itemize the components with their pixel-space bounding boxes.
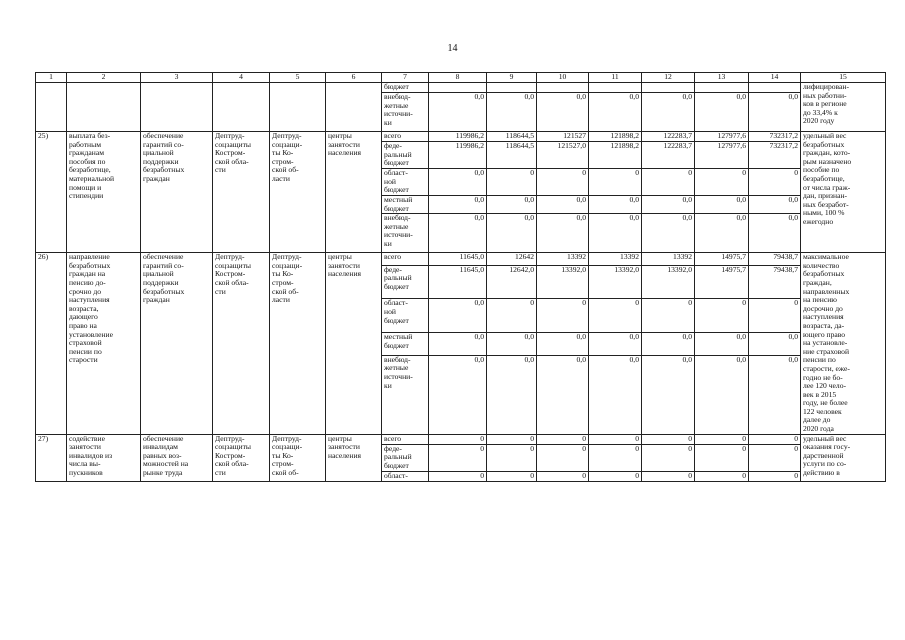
funding-value: 0,0 [429, 169, 487, 196]
column-number: 4 [213, 73, 270, 83]
indicator-text: максимальное количество безработных граждан, направленных на пенсию досрочно до наступления возраста, да- ющего право на установле- ние страховой пенсии по старости, еже- годно не бо- лее 120 чело- век в 2015 году, не более 122 человек далее до 2020 года [801, 253, 886, 434]
funding-value: 0 [749, 471, 801, 481]
funding-source-label: внебюд- жетные источни- ки [382, 93, 429, 132]
responsible-executor: Дептруд- соцзащиты Костром- ской обла- сти [213, 132, 270, 253]
funding-value: 0 [695, 444, 749, 471]
executing-organization: центры занятости населения [326, 132, 382, 253]
funding-value: 0,0 [487, 355, 537, 434]
column-number: 15 [801, 73, 886, 83]
column-number-row [36, 73, 886, 83]
funding-value: 0 [487, 434, 537, 444]
funding-value: 0 [749, 434, 801, 444]
funding-value: 0 [749, 299, 801, 333]
funding-value: 11645,0 [429, 265, 487, 299]
measure-name: содействие занятости инвалидов из числа вы- пускников [67, 434, 141, 481]
funding-value: 0,0 [695, 93, 749, 132]
funding-value: 0,0 [695, 333, 749, 356]
funding-value: 0,0 [642, 214, 695, 253]
column-number: 10 [537, 73, 589, 83]
funding-source-label: местный бюджет [382, 333, 429, 356]
funding-source-label: всего [382, 253, 429, 265]
funding-value: 0,0 [695, 214, 749, 253]
funding-value: 0 [589, 434, 642, 444]
funding-value: 13392 [589, 253, 642, 265]
funding-value: 14975,7 [695, 253, 749, 265]
funding-value: 127977,6 [695, 132, 749, 142]
funding-value: 0 [429, 434, 487, 444]
funding-value: 0,0 [429, 93, 487, 132]
funding-value: 0,0 [749, 333, 801, 356]
funding-value: 127977,6 [695, 142, 749, 169]
funding-value: 121898,2 [589, 142, 642, 169]
funding-value: 0,0 [642, 355, 695, 434]
funding-value: 0,0 [749, 214, 801, 253]
funding-value [487, 83, 537, 93]
funding-value: 0,0 [589, 214, 642, 253]
empty-cell [141, 83, 213, 132]
funding-value: 0 [537, 299, 589, 333]
empty-cell [326, 83, 382, 132]
empty-cell [270, 83, 326, 132]
funding-source-label: феде- ральный бюджет [382, 142, 429, 169]
column-number: 9 [487, 73, 537, 83]
responsible-coordinator: Дептруд- соцзащи- ты Ко- стром- ской об- [270, 434, 326, 481]
funding-value: 79438,7 [749, 253, 801, 265]
funding-value [537, 83, 589, 93]
funding-value: 0,0 [429, 355, 487, 434]
funding-value [749, 83, 801, 93]
funding-value: 0 [642, 434, 695, 444]
funding-value: 121527 [537, 132, 589, 142]
funding-value [589, 83, 642, 93]
funding-source-label: внебюд- жетные источни- ки [382, 355, 429, 434]
funding-value [429, 83, 487, 93]
funding-value: 0,0 [695, 355, 749, 434]
measure-number: 26) [36, 253, 67, 434]
measure-name: направление безработных граждан на пенсию до- срочно до наступления возраста, дающего право на установление страховой пенсии по старости [67, 253, 141, 434]
column-number: 14 [749, 73, 801, 83]
funding-value: 0,0 [537, 93, 589, 132]
funding-value: 0 [642, 169, 695, 196]
page-number: 14 [447, 43, 458, 54]
funding-value: 119986,2 [429, 132, 487, 142]
funding-source-label: всего [382, 434, 429, 444]
funding-value: 0,0 [749, 93, 801, 132]
funding-value [642, 83, 695, 93]
funding-value: 0,0 [487, 93, 537, 132]
funding-value: 0,0 [749, 355, 801, 434]
funding-value: 13392 [642, 253, 695, 265]
funding-source-label: внебюд- жетные источни- ки [382, 214, 429, 253]
funding-value: 118644,5 [487, 142, 537, 169]
funding-value: 0 [537, 444, 589, 471]
program-measures-table [35, 72, 886, 482]
funding-value [695, 83, 749, 93]
funding-value: 0,0 [487, 196, 537, 214]
funding-value: 0 [429, 444, 487, 471]
funding-value: 122283,7 [642, 132, 695, 142]
funding-value: 0 [695, 471, 749, 481]
funding-value: 732317,2 [749, 132, 801, 142]
funding-value: 0,0 [537, 196, 589, 214]
measure-goal: обеспечение инвалидам равных воз- можностей на рынке труда [141, 434, 213, 481]
funding-value: 0 [589, 444, 642, 471]
funding-value: 121898,2 [589, 132, 642, 142]
funding-value: 119986,2 [429, 142, 487, 169]
funding-value: 0,0 [589, 93, 642, 132]
funding-source-label: феде- ральный бюджет [382, 444, 429, 471]
column-number: 6 [326, 73, 382, 83]
funding-value: 0,0 [487, 333, 537, 356]
funding-value: 12642 [487, 253, 537, 265]
funding-value: 0 [487, 299, 537, 333]
empty-cell [67, 83, 141, 132]
funding-value: 0 [642, 471, 695, 481]
funding-value: 0,0 [589, 333, 642, 356]
funding-value: 0,0 [429, 214, 487, 253]
executing-organization: центры занятости населения [326, 434, 382, 481]
responsible-executor: Дептруд- соцзащиты Костром- ской обла- сти [213, 434, 270, 481]
funding-value: 0 [487, 169, 537, 196]
column-number: 13 [695, 73, 749, 83]
column-number: 12 [642, 73, 695, 83]
measure-row [36, 132, 886, 142]
funding-value: 0 [487, 471, 537, 481]
funding-value: 79438,7 [749, 265, 801, 299]
responsible-executor: Дептруд- соцзащиты Костром- ской обла- сти [213, 253, 270, 434]
indicator-text: удельный вес оказания госу- дарственной услуги по со- действию в [801, 434, 886, 481]
funding-source-label: област- ной бюджет [382, 299, 429, 333]
funding-value: 0 [537, 434, 589, 444]
funding-value: 0,0 [429, 299, 487, 333]
funding-value: 0,0 [589, 355, 642, 434]
funding-source-label: всего [382, 132, 429, 142]
executing-organization: центры занятости населения [326, 253, 382, 434]
column-number: 1 [36, 73, 67, 83]
column-number: 7 [382, 73, 429, 83]
funding-value: 0,0 [537, 214, 589, 253]
column-number: 11 [589, 73, 642, 83]
indicator-text: удельный вес безработных граждан, кото- рым назначено пособие по безработице, от числа граж- дан, признан- ных безработ- ными, 100 % ежегодно [801, 132, 886, 253]
column-number: 5 [270, 73, 326, 83]
measure-number: 27) [36, 434, 67, 481]
funding-value: 121527,0 [537, 142, 589, 169]
measure-goal: обеспечение гарантий со- циальной поддержки безработных граждан [141, 132, 213, 253]
funding-value: 0 [642, 444, 695, 471]
funding-source-label: област- ной бюджет [382, 169, 429, 196]
funding-value: 0 [695, 434, 749, 444]
funding-value: 0 [695, 169, 749, 196]
funding-value: 0 [487, 444, 537, 471]
funding-value: 0,0 [537, 355, 589, 434]
funding-value: 13392,0 [537, 265, 589, 299]
funding-source-label: област- [382, 471, 429, 481]
funding-value: 12642,0 [487, 265, 537, 299]
funding-value: 0 [642, 299, 695, 333]
funding-source-label: феде- ральный бюджет [382, 265, 429, 299]
funding-value: 13392,0 [642, 265, 695, 299]
funding-value: 0,0 [589, 196, 642, 214]
funding-value: 0,0 [695, 196, 749, 214]
measure-number: 25) [36, 132, 67, 253]
funding-source-label: бюджет [382, 83, 429, 93]
measure-goal: обеспечение гарантий со- циальной поддержки безработных граждан [141, 253, 213, 434]
funding-value: 0 [749, 169, 801, 196]
responsible-coordinator: Дептруд- соцзащи- ты Ко- стром- ской об- ласти [270, 132, 326, 253]
funding-value: 0 [537, 169, 589, 196]
funding-value: 11645,0 [429, 253, 487, 265]
funding-value: 118644,5 [487, 132, 537, 142]
responsible-coordinator: Дептруд- соцзащи- ты Ко- стром- ской об- ласти [270, 253, 326, 434]
column-number: 3 [141, 73, 213, 83]
funding-value: 0 [589, 169, 642, 196]
funding-value: 0,0 [487, 214, 537, 253]
funding-value: 0 [589, 299, 642, 333]
funding-value: 0,0 [429, 196, 487, 214]
funding-value: 0,0 [642, 333, 695, 356]
funding-value: 122283,7 [642, 142, 695, 169]
indicator-text: лифицирован- ных работни- ков в регионе до 33,4% к 2020 году [801, 83, 886, 132]
funding-value: 0,0 [429, 333, 487, 356]
funding-value: 14975,7 [695, 265, 749, 299]
continuation-row [36, 83, 886, 93]
funding-value: 0 [695, 299, 749, 333]
funding-value: 732317,2 [749, 142, 801, 169]
funding-value: 13392 [537, 253, 589, 265]
funding-value: 0 [749, 444, 801, 471]
column-number: 2 [67, 73, 141, 83]
funding-value: 0 [537, 471, 589, 481]
funding-value: 0 [589, 471, 642, 481]
funding-value: 13392,0 [589, 265, 642, 299]
measure-row [36, 253, 886, 265]
funding-value: 0,0 [642, 196, 695, 214]
funding-value: 0,0 [537, 333, 589, 356]
funding-source-label: местный бюджет [382, 196, 429, 214]
funding-value: 0,0 [749, 196, 801, 214]
measure-name: выплата без- работным гражданам пособия по безработице, материальной помощи и стипендии [67, 132, 141, 253]
empty-cell [36, 83, 67, 132]
funding-value: 0 [429, 471, 487, 481]
measure-row [36, 434, 886, 444]
column-number: 8 [429, 73, 487, 83]
funding-value: 0,0 [642, 93, 695, 132]
empty-cell [213, 83, 270, 132]
